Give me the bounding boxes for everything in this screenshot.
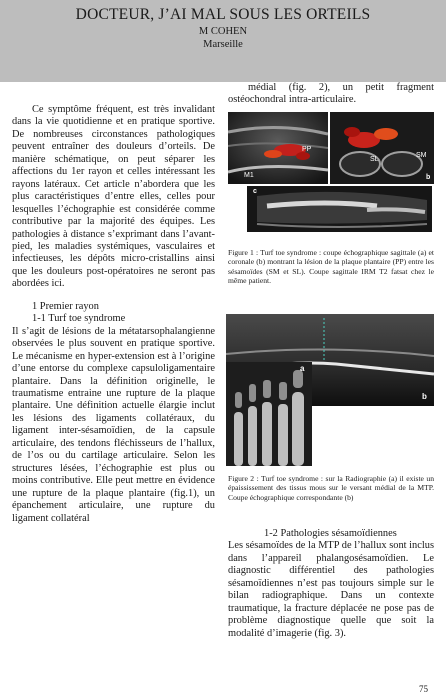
right-top-paragraph: médial (fig. 2), un petit fragment ostéochondral intra-articulaire. (228, 82, 434, 106)
page-header (0, 0, 446, 82)
ultrasound-image-b (330, 112, 434, 184)
article-title: DOCTEUR, J’AI MAL SOUS LES ORTEILS (75, 6, 371, 23)
figure-1-mri-c (247, 186, 432, 232)
figure-2-caption: Figure 2 : Turf toe syndrome : sur la Radiographie (a) il existe un épaississement des tissus mous sur le versant médial de la MTP. Coupe échographique correspondante (b) (228, 474, 434, 502)
figure-1-ultrasound-a (228, 112, 328, 184)
label-c: c (253, 188, 257, 195)
turf-toe-paragraph: Il s’agit de lésions de la métatarsophalangienne observées le plus souvent en pratique sportive. Le mécanisme en hyper-extension est à l’origine d’une entorse du complexe capsuloligamentaire plantaire. Dans la définition originelle, le traumatisme entraine une rupture de la plaque plantaire. Une définition actuelle élargie inclut les lésions des ligaments collatéraux, du ligament inter-sésamoïdien, de la capsule articulaire, des tendons fléchisseurs de l’hallux, de l’os ou du cartilage articulaire. Selon les structures lésées, l’échographie est plus ou moins contributive. Elle peut mettre en évidence une rupture de la plaque plantaire (fig.1), un épanchement articulaire, une rupture du ligament collatéral (12, 325, 215, 524)
article-place: Marseille (203, 39, 243, 50)
section-heading-sesamoid: 1-2 Pathologies sésamoïdiennes (264, 528, 397, 539)
label-b: b (426, 174, 431, 181)
ultrasound-image-a (228, 112, 328, 184)
radiograph-image (226, 362, 312, 466)
label-pp: PP (302, 146, 312, 153)
figure-2-radiograph (226, 362, 312, 466)
page-number: 75 (419, 684, 428, 694)
label-sl: SL (370, 156, 379, 163)
section-heading-turf-toe: 1-1 Turf toe syndrome (32, 313, 126, 325)
right-column-bottom (228, 528, 434, 640)
left-column (12, 104, 215, 525)
label-fig2-a: a (300, 364, 305, 373)
section-heading-premier-rayon: 1 Premier rayon (32, 300, 99, 312)
article-author: M COHEN (198, 26, 248, 37)
figure-1-caption: Figure 1 : Turf toe syndrome : coupe échographique sagittale (a) et coronale (b) montrant la lésion de la plaque plantaire (PP) entre les sésamoïdes (SM et SL). Coupe sagittale IRM T2 fatsat chez le même patient. (228, 248, 434, 286)
label-fig2-b: b (422, 392, 427, 401)
intro-paragraph: Ce symptôme fréquent, est très invalidant dans la vie quotidienne et en pratique sportive. De nombreuses circonstances pathologiques peuvent entraîner des douleurs d’orteils. De manière schématique, on peut séparer les affections du 1er rayon et celles intéressant les rayons latéraux. Cet article n’abordera que les plus caractéristiques d’entre elles, celles pour lesquelles l’échographie est considérée comme contributive par la majorité des équipes. Les pathologies à distance s’exprimant dans l’avant-pied, les maladies systémiques, vasculaires et infectieuses, les dépôts micro-cristallins ainsi que les douleurs post-opératoires ne seront pas abordées ici. (12, 104, 215, 290)
label-m1: M1 (244, 172, 254, 179)
right-column-top (228, 82, 434, 107)
figure-1-ultrasound-b (330, 112, 434, 184)
mri-image-c (247, 186, 432, 232)
label-sm: SM (416, 152, 427, 159)
sesamoid-paragraph: Les sésamoïdes de la MTP de l’hallux sont inclus dans l’appareil phalangosésamoïdien. Le diagnostic différentiel des pathologies sésamoïdiennes n’est pas toujours simple sur le bilan radiographique. Dans un contexte traumatique, la fracture déplacée ne pose pas de problème diagnostique quelle que soit la modalité d’imagerie (fig. 3). (228, 540, 434, 639)
